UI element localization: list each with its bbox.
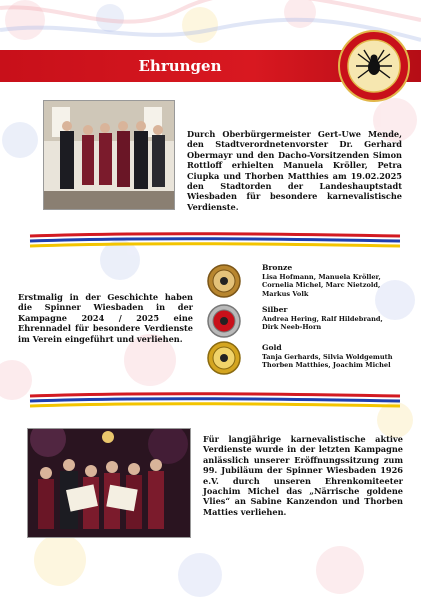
- silver-list: [262, 306, 412, 332]
- medal-title: Bronze: [262, 263, 293, 272]
- medal-name: Thorben Matthies, Joachim Michel: [262, 361, 391, 370]
- decorative-streamer: [0, 232, 421, 256]
- medal-name: Tanja Gerhards, Silvia Woldgemuth: [262, 352, 393, 361]
- goldenes-vlies-text: Für langjährige karnevalistische aktive Verdienste wurde in der letzten Kampagne anlässlich unserer Eröffnungssitzung zum 99. Jubiläum der Spinner Wiesbaden 1926 e.V. durch unseren Ehrenkomiteeter Joachim Michel das „Närrische goldene Vlies“ an Sabine Kanzendon und Thorben Matties verliehen.: [203, 434, 403, 517]
- ehrennadel-text: Erstmalig in der Geschichte haben die Spinner Wiesbaden in der Kampagne 2024 / 2025 eine Ehrennadel für besondere Verdienste im Verein eingeführt und verliehen.: [18, 292, 193, 344]
- gold-medal-icon: [207, 341, 241, 375]
- medal-name: Andrea Hering, Ralf Hildebrand,: [262, 314, 383, 323]
- medal-name: Dirk Neeb-Horn: [262, 323, 322, 332]
- bronze-medal-icon: [207, 264, 241, 298]
- decorative-streamer: [0, 392, 421, 416]
- medal-name: Lisa Hofmann, Manuela Kröller,: [262, 272, 381, 281]
- silver-medal-icon: [207, 304, 241, 338]
- photo-goldenes-vlies: [27, 428, 191, 538]
- stadtorden-text: Durch Oberbürgermeister Gert-Uwe Mende, den Stadtverordnetenvorster Dr. Gerhard Obermayr und den Dacho-Vorsitzenden Simon Rottloff erhielten Manuela Kröller, Petra Ciupka und Thorben Matthies am 19.02.2025 den Stadtorden der Landeshauptstadt Wiesbaden für besondere karnevalistische Verdienste.: [187, 129, 402, 212]
- photo-stadtorden-award: [43, 100, 175, 210]
- medal-title: Gold: [262, 343, 282, 352]
- medal-name: Markus Volk: [262, 290, 309, 299]
- club-logo: [338, 30, 410, 102]
- bronze-list: [262, 264, 412, 299]
- gold-list: [262, 344, 412, 370]
- medal-title: Silber: [262, 305, 288, 314]
- medal-name: Cornelia Michel, Marc Nietzold,: [262, 281, 381, 290]
- page-title: Ehrungen: [138, 57, 222, 75]
